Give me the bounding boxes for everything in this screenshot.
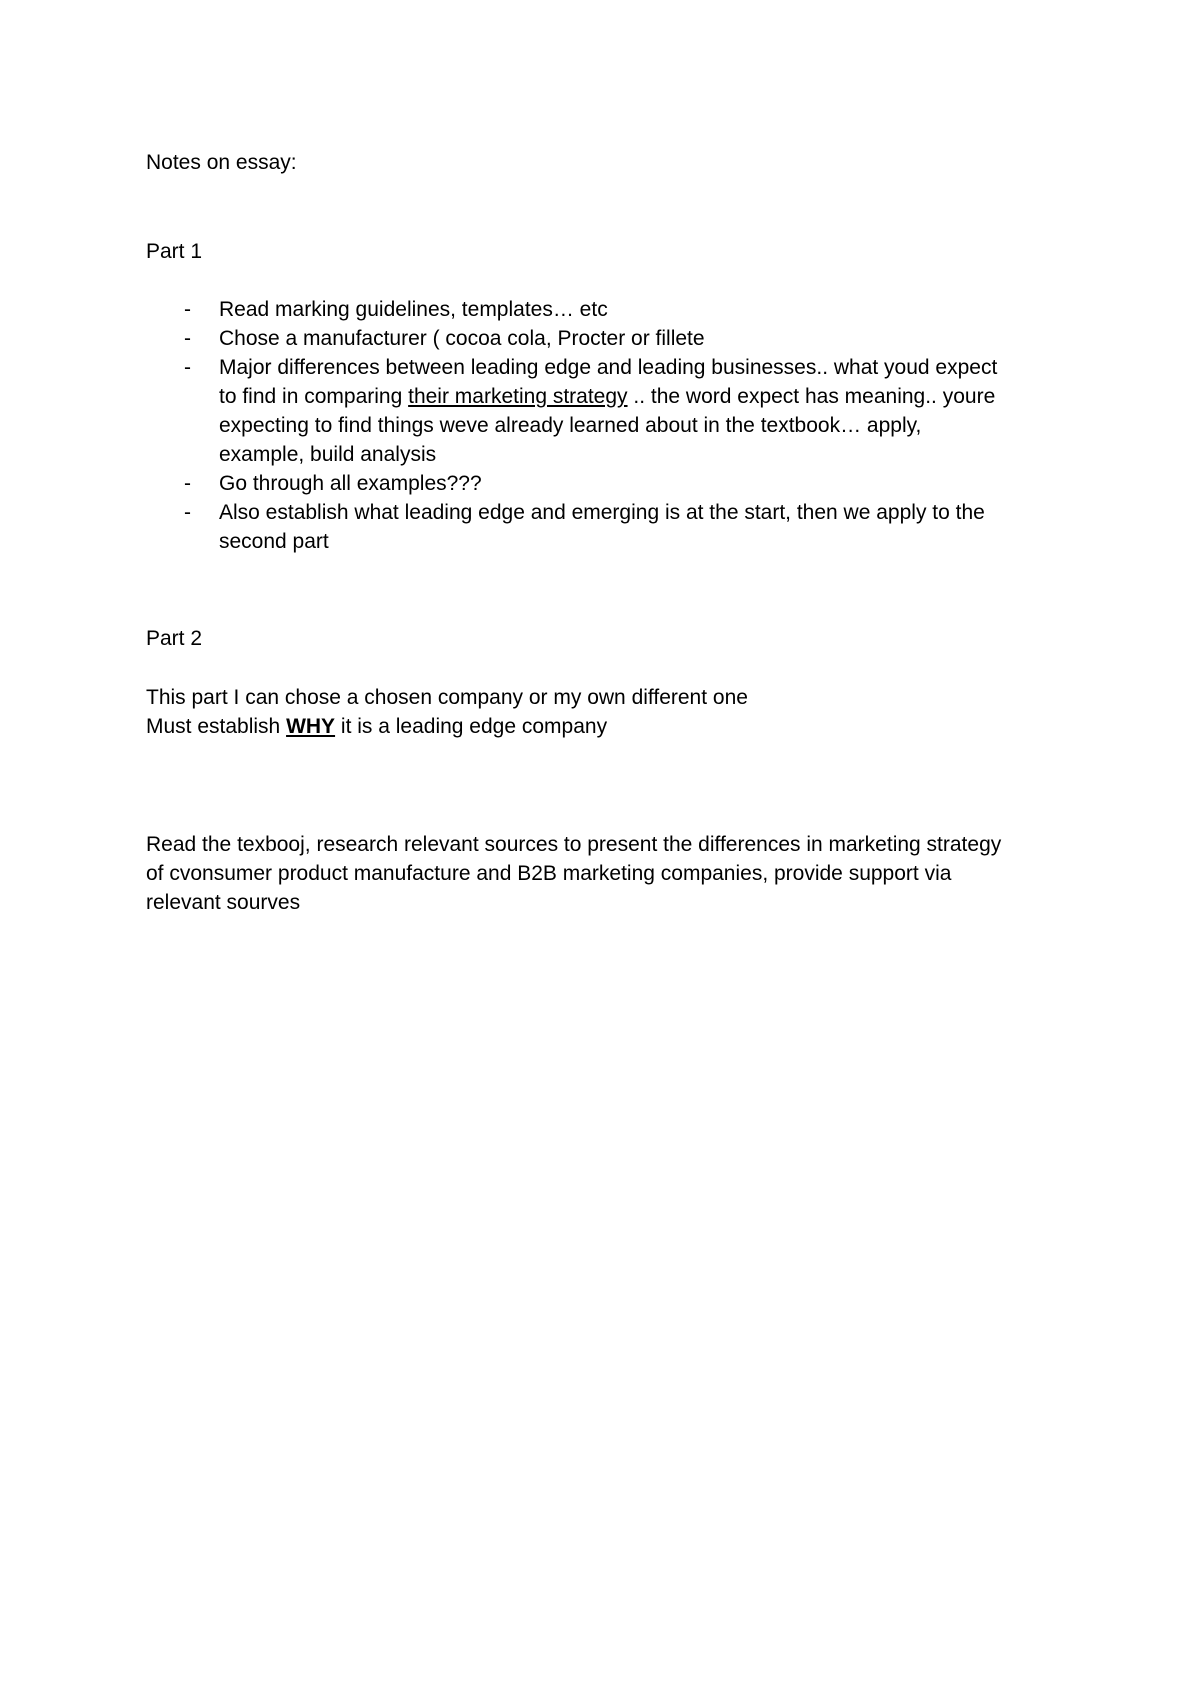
paragraph-line: [146, 712, 1086, 741]
list-item-text: Chose a manufacturer ( cocoa cola, Procter or fillete: [219, 327, 705, 350]
paragraph-text: it is a leading edge company: [335, 715, 608, 738]
final-note-paragraph: [146, 830, 1086, 917]
bullet-dash: -: [184, 356, 191, 379]
bullet-dash: -: [184, 298, 191, 321]
part2-heading-text: Part 2: [146, 627, 203, 650]
part1-bullet-list: [146, 295, 1086, 556]
part2-heading: [146, 624, 1086, 653]
part1-heading: [146, 237, 1086, 266]
list-item-line: Major differences between leading edge and leading businesses.. what youd expect: [219, 356, 998, 379]
paragraph-line: of cvonsumer product manufacture and B2B marketing companies, provide support via: [146, 862, 952, 885]
bullet-dash: -: [184, 472, 191, 495]
underlined-phrase: their marketing strategy: [408, 385, 628, 408]
list-item: [146, 498, 1086, 556]
part1-heading-text: Part 1: [146, 240, 203, 263]
list-item: [146, 324, 1086, 353]
list-item-text: Read marking guidelines, templates… etc: [219, 298, 608, 321]
bullet-dash: -: [184, 501, 191, 524]
bullet-dash: -: [184, 327, 191, 350]
list-item-line: expecting to find things weve already learned about in the textbook… apply,: [219, 414, 922, 437]
list-item-text: to find in comparing: [219, 385, 409, 408]
paragraph-line: relevant sourves: [146, 891, 301, 914]
paragraph-line: This part I can chose a chosen company or my own different one: [146, 686, 748, 709]
part2-paragraph: [146, 683, 1086, 741]
list-item-text: Go through all examples???: [219, 472, 482, 495]
list-item-line: [219, 382, 1086, 411]
title-text: Notes on essay:: [146, 151, 297, 174]
list-item: [146, 353, 1086, 469]
list-item-text: .. the word expect has meaning.. youre: [627, 385, 996, 408]
list-item-line: Also establish what leading edge and emerging is at the start, then we apply to the: [219, 501, 985, 524]
list-item: [146, 469, 1086, 498]
list-item: [146, 295, 1086, 324]
document-title: [146, 148, 1086, 177]
list-item-line: second part: [219, 530, 329, 553]
list-item-line: example, build analysis: [219, 443, 437, 466]
paragraph-text: Must establish: [146, 715, 287, 738]
paragraph-line: Read the texbooj, research relevant sources to present the differences in marketing strategy: [146, 833, 1002, 856]
emphasis-why: WHY: [286, 715, 336, 738]
